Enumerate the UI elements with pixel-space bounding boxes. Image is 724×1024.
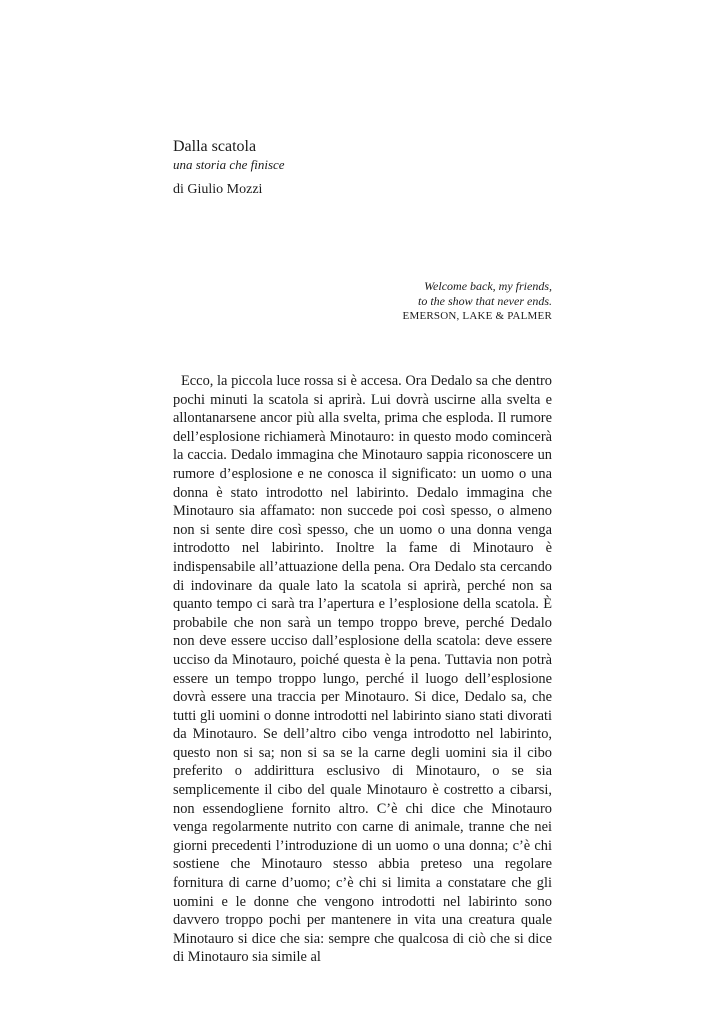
story-subtitle: una storia che finisce <box>173 157 285 172</box>
epigraph-line-1: Welcome back, my friends, <box>424 279 552 293</box>
body-paragraph: Ecco, la piccola luce rossa si è accesa. Ora Dedalo sa che dentro pochi minuti la scatola si aprirà. Lui dovrà uscirne alla svelta e allontanarsene ancor più alla svelta, prima che esploda. Il rumore dell’esplosione richiamerà Minotauro: in questo modo comincerà la caccia. Dedalo immagina che Minotauro sappia riconoscere un rumore d’esplosione e ne conosca il significato: un uomo o una donna è stato introdotto nel labirinto. Dedalo immagina che Minotauro sia affamato: non succede poi così spesso, o almeno non si sente dire così spesso, che un uomo o una donna venga introdotto nel labirinto. Inoltre la fame di Minotauro è indispensabile all’attuazione della pena. Ora Dedalo sta cercando di indovinare da quale lato la scatola si aprirà, perché non sa quanto tempo ci sarà tra l’apertura e l’esplosione della scatola. È probabile che non sarà un tempo troppo breve, perché Dedalo non deve essere ucciso dall’esplosione della scatola: deve essere ucciso da Minotauro, poiché questa è la pena. Tuttavia non potrà essere un tempo troppo lungo, perché il luogo dell’esplosione dovrà essere una traccia per Minotauro. Si dice, Dedalo sa, che tutti gli uomini o donne introdotti nel labirinto siano stati divorati da Minotauro. Se dell’altro cibo venga introdotto nel labirinto, questo non si sa; non si sa se la carne degli uomini sia il cibo preferito o addirittura esclusivo di Minotauro, o se sia semplicemente il cibo del quale Minotauro è costretto a cibarsi, non essendogliene fornito altro. C’è chi dice che Minotauro venga regolarmente nutrito con carne di animale, tranne che nei giorni precedenti l’introduzione di un uomo o una donna; c’è chi sostiene che Minotauro stesso abbia preteso una regolare fornitura di carne d’uomo; c’è chi si limita a constatare che gli uomini e le donne che vengono introdotti nel labirinto sono davvero troppo pochi per mantenere in vita una creatura quale Minotauro si dice che sia: sempre che qualcosa di ciò che si dice di Minotauro sia simile al <box>173 373 552 966</box>
author-byline: di Giulio Mozzi <box>173 182 263 197</box>
epigraph-source: EMERSON, LAKE & PALMER <box>402 310 552 322</box>
epigraph <box>192 279 552 324</box>
title-block <box>173 137 553 199</box>
epigraph-line-2: to the show that never ends. <box>418 294 552 308</box>
story-title: Dalla scatola <box>173 138 257 155</box>
